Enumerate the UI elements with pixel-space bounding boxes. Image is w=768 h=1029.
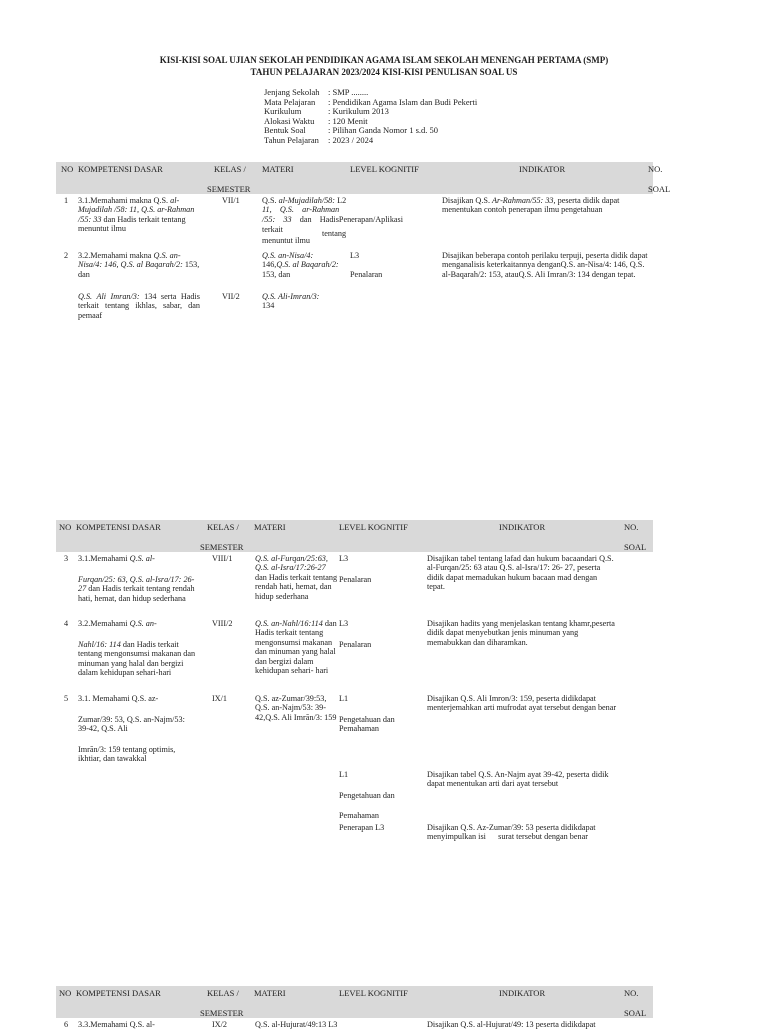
meta-value: : SMP ........ <box>328 87 369 97</box>
materi-text: 153, dan <box>262 269 291 279</box>
materi-cell <box>262 292 352 311</box>
materi-text: Q.S. <box>262 196 279 205</box>
kompetensi-dasar-cell <box>78 196 200 234</box>
indikator-cell: Disajikan Q.S. Az-Zumar/39: 53 peserta didikdapat menyimpulkan isi surat tersebut dengan benar <box>427 823 598 842</box>
header-kompetensi-dasar: KOMPETENSI DASAR <box>78 164 163 174</box>
level-kognitif-code: L3 <box>350 251 360 260</box>
header-kelas: KELAS / <box>207 988 239 998</box>
header-no: NO <box>59 522 72 532</box>
meta-value: : Pilihan Ganda Nomor 1 s.d. 50 <box>328 125 439 136</box>
meta-key: Alokasi Waktu <box>264 115 315 126</box>
kd-text: 134 serta Hadis terkait tentang ikhlas, sabar, dan pemaaf <box>78 292 200 320</box>
header-semester: SEMESTER <box>200 542 244 552</box>
header-kompetensi-dasar: KOMPETENSI DASAR <box>76 988 161 998</box>
materi-text: dan Hadis terkait tentang rendah hati, hemat, dan hidup sederhana <box>255 572 338 601</box>
materi-cell: Q.S. al-Hujurat/49:13 L3 <box>255 1020 338 1029</box>
level-text: Penerapan/Aplikasi <box>338 215 404 224</box>
kompetensi-dasar-cell: 3.1. Memahami Q.S. az- <box>78 694 159 703</box>
meta-value: : Pendidikan Agama Islam dan Budi Pekerti <box>328 96 478 107</box>
materi-text: dan Hadis <box>291 215 339 224</box>
materi-cell <box>262 251 352 279</box>
materi-text: menuntut ilmu <box>262 236 310 245</box>
kompetensi-dasar-cell <box>78 619 200 628</box>
materi-text: dan Hadis terkait tentang mengonsumsi makanan dan minuman yang halal dan bergizi dalam kehidupan sehari- hari <box>255 619 337 676</box>
kompetensi-dasar-cell <box>78 554 200 563</box>
level-kognitif-label: Pemahaman <box>339 811 380 820</box>
table-header <box>56 520 653 552</box>
materi-surah-ref: Q.S. al-Furqan/25:63, Q.S. al-Isra/17:26-27 <box>255 554 328 573</box>
materi-text: 134 <box>262 301 275 311</box>
indikator-cell: Disajikan Q.S. Ali Imron/3: 159, peserta didikdapat menterjemahkan arti mufrodat ayat tersebut dengan benar <box>427 694 617 713</box>
materi-line <box>262 215 403 224</box>
kd-surah-ref: Furqan/25: 63, Q.S. al-Isra/17: 26-27 <box>78 575 195 594</box>
materi-surah-ref: 11, Q.S. ar-Rahman <box>262 205 340 214</box>
level-kognitif-label: Penalaran <box>339 640 372 649</box>
header-soal: SOAL <box>624 1008 647 1018</box>
indikator-surah-ref: Ar-Rahman/55: 33, <box>492 196 556 205</box>
level-kognitif-label: Penerapan L3 <box>339 823 385 832</box>
table-header <box>56 162 671 194</box>
indikator-cell: Disajikan Q.S. al-Hujurat/49: 13 peserta didikdapat <box>427 1020 596 1029</box>
indikator-text: peserta didik dapat menentukan contoh penerapan ilmu pengetahuan <box>442 196 620 215</box>
meta-value: : 2023 / 2024 <box>328 134 374 145</box>
kelas-cell: IX/1 <box>212 694 228 703</box>
header-indikator: INDIKATOR <box>519 164 566 174</box>
level-kognitif-code: L1 <box>339 694 349 703</box>
kd-text: 153, dan <box>78 260 200 279</box>
meta-key: Jenjang Sekolah <box>264 87 320 97</box>
level-kognitif-label: Penalaran <box>350 270 383 279</box>
kd-text: 3.2.Memahami makna <box>78 251 154 260</box>
row-number: 5 <box>64 694 69 703</box>
kd-text: dan Hadis terkait tentang rendah hati, hemat, dan hidup sederhana <box>78 584 195 603</box>
kompetensi-dasar-cell <box>78 640 200 678</box>
level-kognitif-code: L3 <box>339 619 349 628</box>
level-kognitif-code: L3 <box>339 554 349 563</box>
meta-value: : 120 Menit <box>328 115 368 126</box>
header-indikator: INDIKATOR <box>499 522 546 532</box>
materi-cell <box>255 554 339 601</box>
level-kognitif-label: Pengetahuan dan <box>339 791 395 800</box>
indikator-cell: Disajikan beberapa contoh perilaku terpuji, peserta didik dapat menganalisis keterkaitannya denganQ.S. an-Nisa/4: 146, Q.S. al-Baqarah/2: 153, atauQ.S. Ali Imran/3: 134 dengan tepat. <box>442 251 648 279</box>
header-soal: SOAL <box>648 184 671 194</box>
kompetensi-dasar-cell <box>78 575 200 603</box>
materi-text: terkait <box>262 225 283 234</box>
level-kognitif-code: L1 <box>339 770 349 779</box>
header-level-kognitif: LEVEL KOGNITIF <box>339 988 408 998</box>
materi-cell <box>255 619 339 675</box>
header-semester: SEMESTER <box>207 184 251 194</box>
header-indikator: INDIKATOR <box>499 988 546 998</box>
header-kelas: KELAS / <box>207 522 239 532</box>
indikator-text: Disajikan Q.S. <box>442 196 493 205</box>
materi-line <box>262 205 339 214</box>
kompetensi-dasar-cell <box>78 292 200 320</box>
materi-text: tentang <box>322 229 347 238</box>
materi-surah-ref: Q.S. an-Nisa/4: <box>262 251 314 260</box>
indikator-cell: Disajikan tabel tentang lafad dan hukum bacaandari Q.S. al-Furqan/25: 63 atau Q.S. al-Isra/17: 26- 27, peserta didik dapat memadukan hukum bacaan mad dengan tepat. <box>427 554 614 592</box>
table-header <box>56 986 653 1018</box>
kelas-cell: VIII/1 <box>212 554 233 563</box>
indikator-cell: Disajikan hadits yang menjelaskan tentang khamr,peserta didik dapat menyebutkan jenis minuman yang memabukkan dan diharamkan. <box>427 619 615 647</box>
indikator-cell <box>442 196 648 215</box>
level-text: L2 <box>335 196 347 205</box>
header-no: NO <box>59 988 72 998</box>
materi-surah-ref: Q.S. an-Nahl/16:114 <box>255 619 323 628</box>
materi-text: 146, <box>262 260 277 270</box>
materi-surah-ref: al-Mujadilah/58: <box>278 196 336 205</box>
meta-row <box>264 136 477 146</box>
header-no-soal: NO. <box>648 164 663 174</box>
kd-surah-ref: Q.S. al- <box>129 554 155 563</box>
header-kelas: KELAS / <box>214 164 246 174</box>
meta-info <box>264 88 477 146</box>
meta-key: Kurikulum <box>264 106 302 117</box>
kd-text: dan Hadis terkait tentang menuntut ilmu <box>78 214 186 234</box>
header-no-soal: NO. <box>624 988 639 998</box>
document-title-line1: KISI-KISI SOAL UJIAN SEKOLAH PENDIDIKAN AGAMA ISLAM SEKOLAH MENENGAH PERTAMA (SMP) <box>159 55 609 65</box>
kd-surah-ref: Nahl/16: 114 <box>78 640 121 649</box>
kelas-cell: VIII/2 <box>212 619 233 628</box>
meta-key: Mata Pelajaran <box>264 96 316 107</box>
meta-key: Tahun Pelajaran <box>264 134 319 145</box>
row-number: 3 <box>64 554 69 563</box>
kelas-cell: VII/1 <box>222 196 240 205</box>
kd-text: 3.1.Memahami <box>78 554 130 563</box>
indikator-cell: Disajikan tabel Q.S. An-Najm ayat 39-42, peserta didik dapat menentukan arti dari ayat tersebut <box>427 770 609 789</box>
header-soal: SOAL <box>624 542 647 552</box>
header-no: NO <box>61 164 74 174</box>
kompetensi-dasar-cell: Imrān/3: 159 tentang optimis, ikhtiar, dan tawakkal <box>78 745 176 764</box>
row-number: 1 <box>64 196 69 205</box>
kd-text: dan Hadis terkait tentang mengonsumsi makanan dan minuman yang halal dan bergizi dalam kehidupan sehari-hari <box>78 640 196 678</box>
kd-surah-ref: Q.S. Ali Imran/3: <box>78 292 140 301</box>
header-materi: MATERI <box>254 988 286 998</box>
kd-surah-ref: Q.S. an-Nisa/4: 146, Q.S. al Baqarah/2: <box>78 251 183 270</box>
kompetensi-dasar-cell <box>78 251 200 279</box>
header-level-kognitif: LEVEL KOGNITIF <box>350 164 419 174</box>
kd-text: 3.1.Memahami makna Q.S. <box>78 196 171 205</box>
level-kognitif-label: Penalaran <box>339 575 372 584</box>
materi-surah-ref: /55: 33 <box>262 215 292 224</box>
kd-text: 3.2.Memahami <box>78 619 130 628</box>
kompetensi-dasar-cell: 3.3.Memahami Q.S. al- <box>78 1020 155 1029</box>
level-kognitif-label: Pengetahuan dan Pemahaman <box>339 715 395 734</box>
kd-surah-ref: Q.S. an- <box>129 619 157 628</box>
kelas-cell: IX/2 <box>212 1020 228 1029</box>
materi-cell: Q.S. az-Zumar/39:53, Q.S. an-Najm/53: 39-42,Q.S. Ali Imrān/3: 159 <box>255 694 337 722</box>
kompetensi-dasar-cell: Zumar/39: 53, Q.S. an-Najm/53: 39-42, Q.S. Ali <box>78 715 185 734</box>
header-materi: MATERI <box>262 164 294 174</box>
row-number: 6 <box>64 1020 69 1029</box>
kd-surah-ref: al-Mujadilah /58: 11, Q.S. ar-Rahman /55: 33 <box>78 196 195 224</box>
materi-surah-ref: Q.S. Ali-Imran/3: <box>262 292 320 301</box>
meta-value: : Kurikulum 2013 <box>328 106 389 117</box>
header-kompetensi-dasar: KOMPETENSI DASAR <box>76 522 161 532</box>
header-semester: SEMESTER <box>200 1008 244 1018</box>
document-title-line2: TAHUN PELAJARAN 2023/2024 KISI-KISI PENULISAN SOAL US <box>250 67 518 77</box>
header-no-soal: NO. <box>624 522 639 532</box>
materi-line <box>262 196 346 205</box>
kelas-cell: VII/2 <box>222 292 240 301</box>
row-number: 4 <box>64 619 69 628</box>
row-number: 2 <box>64 251 69 260</box>
header-materi: MATERI <box>254 522 286 532</box>
materi-surah-ref: Q.S. al Baqarah/2: <box>276 260 339 270</box>
meta-key: Bentuk Soal <box>264 125 306 136</box>
header-level-kognitif: LEVEL KOGNITIF <box>339 522 408 532</box>
